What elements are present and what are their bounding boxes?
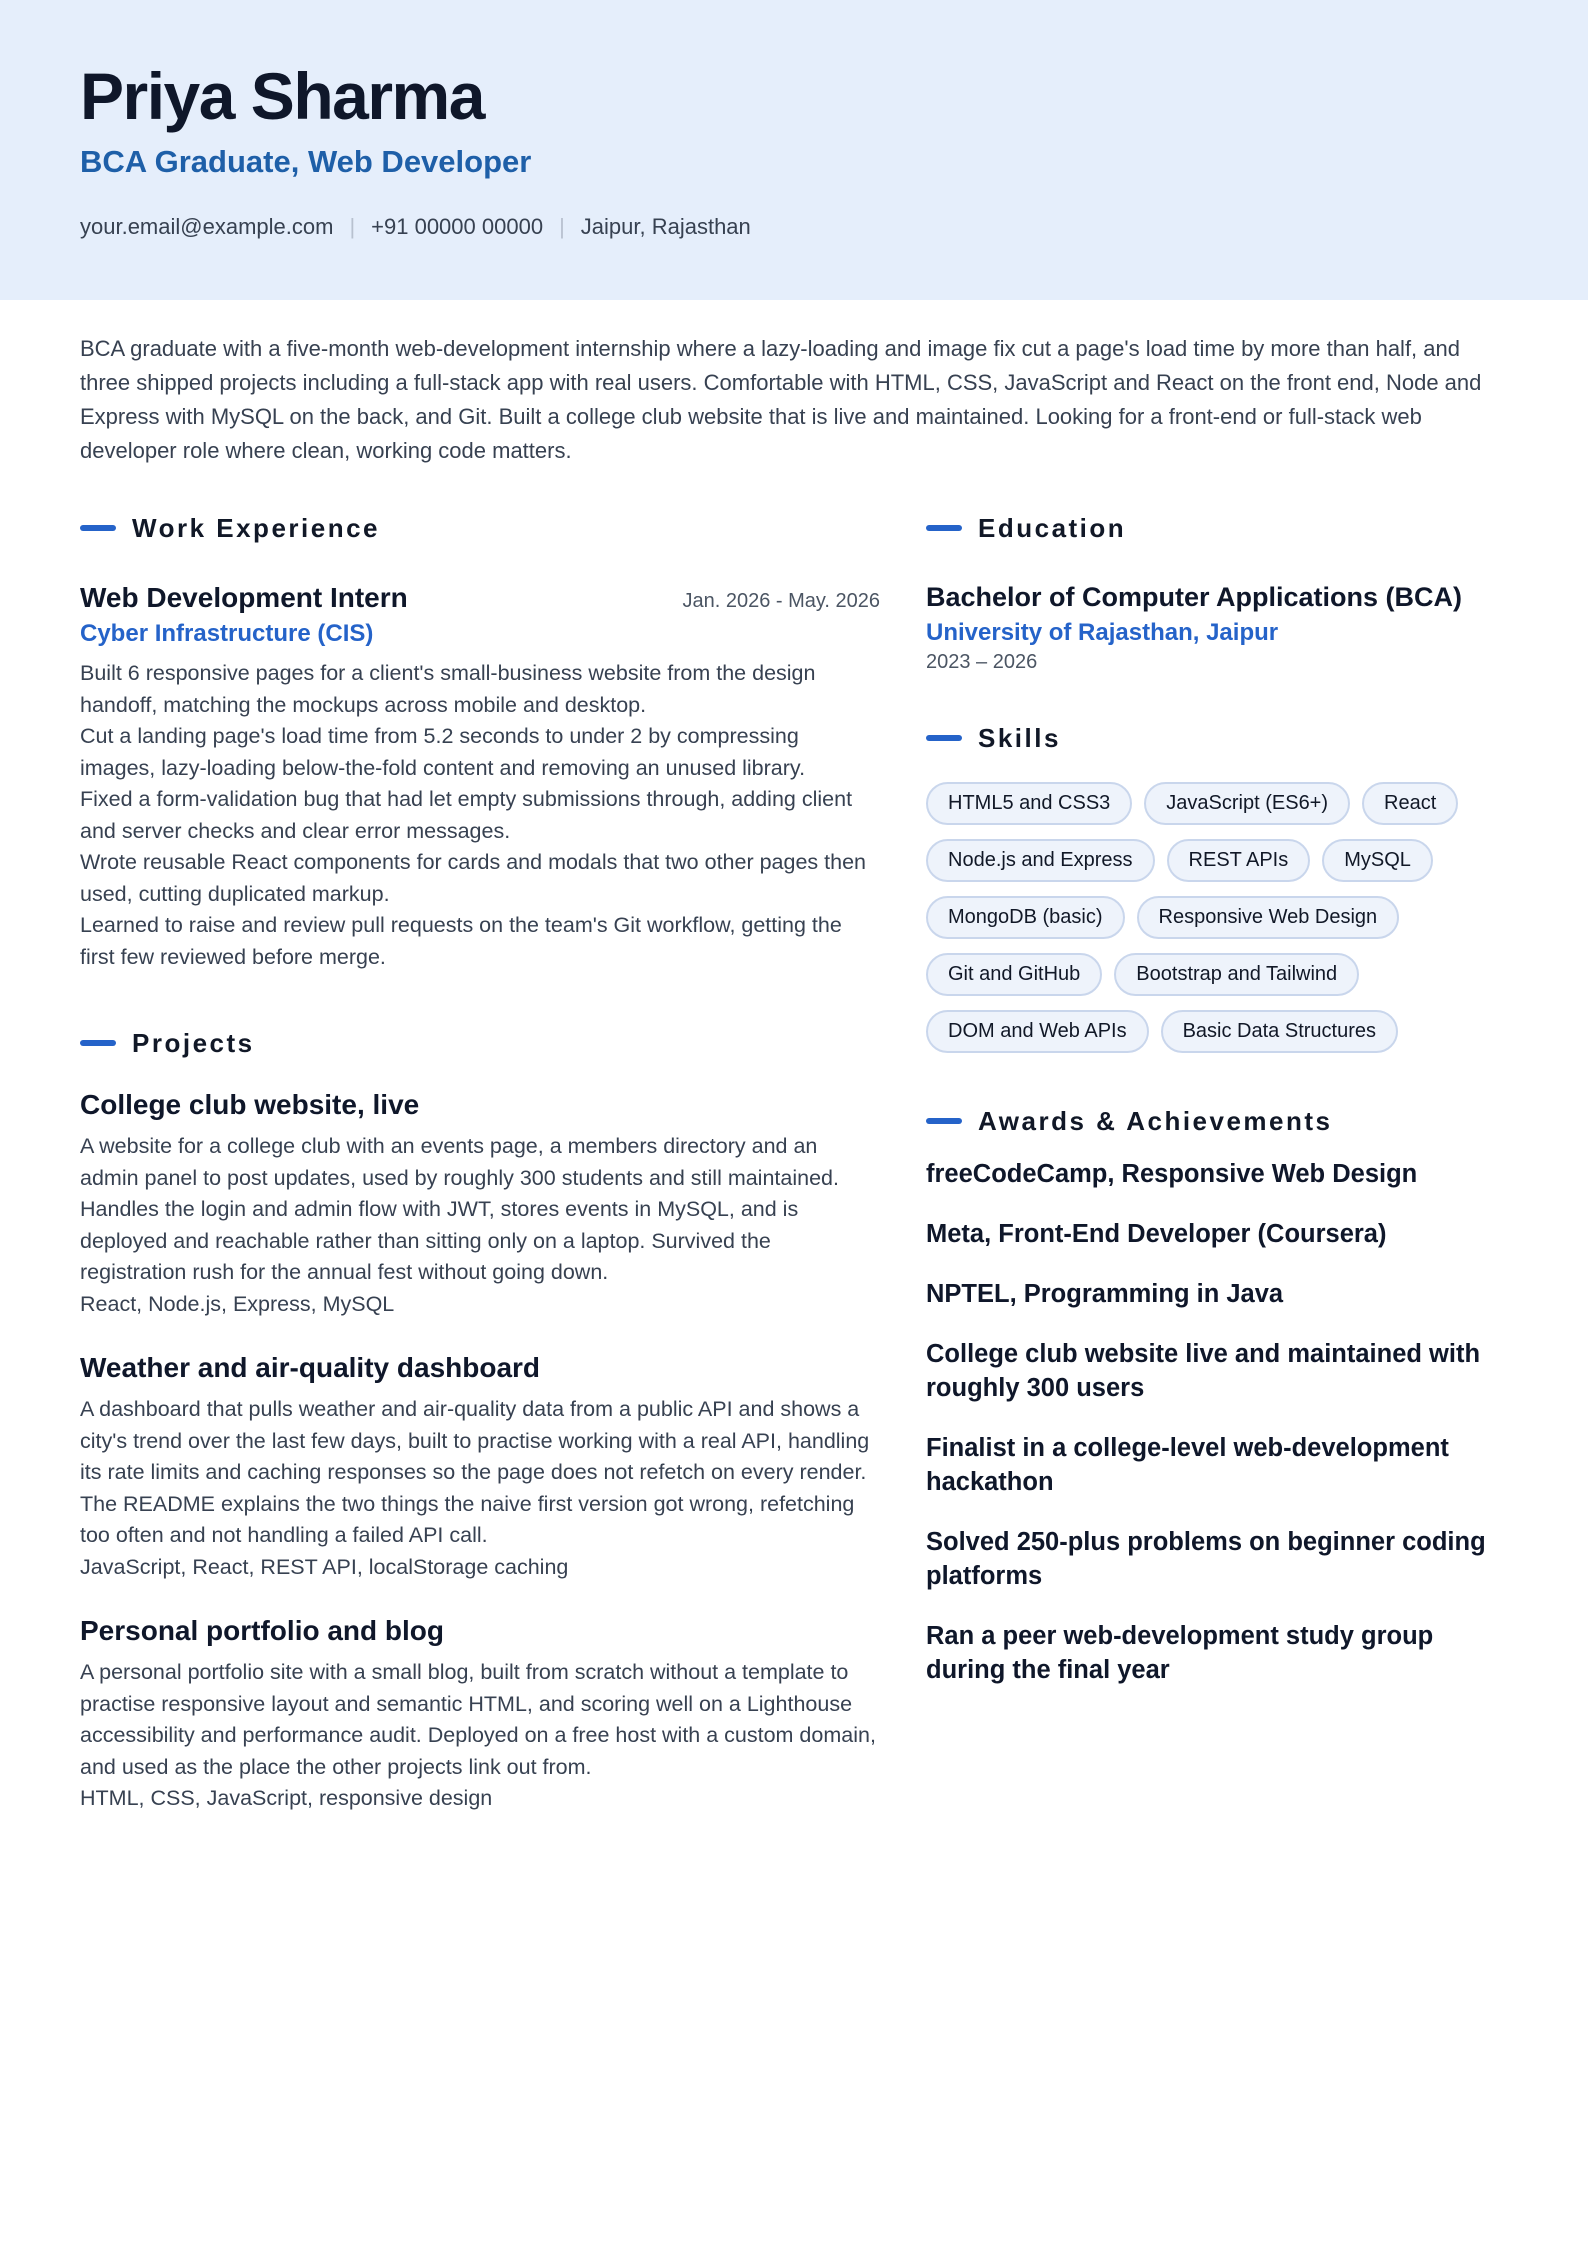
projects-heading bbox=[80, 1025, 880, 1061]
skills-heading bbox=[926, 720, 1516, 756]
skills-section bbox=[926, 720, 1516, 1053]
skill-chip: DOM and Web APIs bbox=[926, 1010, 1149, 1053]
skill-chip: REST APIs bbox=[1167, 839, 1311, 882]
section-accent-bar bbox=[80, 525, 116, 531]
education-years: 2023 – 2026 bbox=[926, 651, 1038, 673]
section-title-label: Projects bbox=[132, 1027, 255, 1058]
contact-email: your.email@example.com bbox=[80, 214, 334, 239]
skill-chip: MySQL bbox=[1322, 839, 1433, 882]
project-tech-stack: HTML, CSS, JavaScript, responsive design bbox=[80, 1786, 493, 1810]
project-entry bbox=[80, 1615, 880, 1815]
project-entry bbox=[80, 1089, 880, 1320]
left-column bbox=[80, 510, 880, 1815]
awards-list bbox=[926, 1157, 1516, 1687]
award-item: freeCodeCamp, Responsive Web Design bbox=[926, 1160, 1418, 1188]
project-description: A dashboard that pulls weather and air-quality data from a public API and shows a city's trend over the last few days, built to practise working with a real API, handling its rate limits and caching responses so the page does not refetch on every render. The README explains the two things the naive first version got wrong, refetching too often and not handling a failed API call. bbox=[80, 1397, 870, 1547]
award-item: NPTEL, Programming in Java bbox=[926, 1280, 1284, 1308]
skill-chip: Bootstrap and Tailwind bbox=[1114, 953, 1359, 996]
project-tech-stack: React, Node.js, Express, MySQL bbox=[80, 1291, 395, 1316]
project-title: Weather and air-quality dashboard bbox=[80, 1352, 541, 1383]
professional-summary: BCA graduate with a five-month web-development internship where a lazy-loading and image fix cut a page's load time by more than half, and three shipped projects including a full-stack app with real users. Comfortable with HTML, CSS, JavaScript and React on the front end, Node and Express with MySQL on the back, and Git. Built a college club website that is live and maintained. Looking for a front-end or full-stack web developer role where clean, working code matters. bbox=[80, 336, 1482, 463]
skill-chip: React bbox=[1362, 782, 1458, 825]
skill-chip: HTML5 and CSS3 bbox=[926, 782, 1132, 825]
job-header bbox=[80, 582, 880, 614]
section-accent-bar bbox=[80, 1040, 116, 1046]
job-company: Cyber Infrastructure (CIS) bbox=[80, 620, 374, 647]
contact-separator: | bbox=[559, 214, 565, 239]
candidate-name: Priya Sharma bbox=[80, 59, 484, 133]
section-title-label: Work Experience bbox=[132, 512, 381, 543]
projects-section bbox=[80, 1025, 880, 1815]
skill-chip: Git and GitHub bbox=[926, 953, 1102, 996]
contact-phone: +91 00000 00000 bbox=[371, 214, 544, 239]
section-title-label: Awards & Achievements bbox=[978, 1105, 1333, 1136]
skill-chip: Node.js and Express bbox=[926, 839, 1155, 882]
section-accent-bar bbox=[926, 1118, 962, 1124]
contact-location: Jaipur, Rajasthan bbox=[580, 214, 751, 239]
project-tech-stack: JavaScript, React, REST API, localStorage caching bbox=[80, 1554, 569, 1579]
job-bullet: Fixed a form-validation bug that had let empty submissions through, adding client and server checks and clear error messages. bbox=[80, 787, 853, 843]
awards-heading bbox=[926, 1103, 1516, 1139]
section-title-label: Skills bbox=[978, 722, 1061, 753]
job-bullet: Wrote reusable React components for cards and modals that two other pages then used, cutting duplicated markup. bbox=[80, 850, 866, 906]
skills-chip-list bbox=[926, 782, 1516, 1053]
job-bullet: Learned to raise and review pull requests on the team's Git workflow, getting the first few reviewed before merge. bbox=[80, 913, 842, 969]
awards-section bbox=[926, 1103, 1516, 1687]
degree-name: Bachelor of Computer Applications (BCA) bbox=[926, 582, 1463, 612]
contact-line bbox=[80, 214, 751, 240]
job-bullet: Built 6 responsive pages for a client's small-business website from the design handoff, matching the mockups across mobile and desktop. bbox=[80, 661, 816, 717]
project-title: Personal portfolio and blog bbox=[80, 1615, 444, 1646]
award-item: Ran a peer web-development study group during the final year bbox=[926, 1622, 1434, 1684]
education-entry bbox=[926, 582, 1516, 674]
candidate-headline: BCA Graduate, Web Developer bbox=[80, 144, 532, 179]
section-title-label: Education bbox=[978, 512, 1127, 543]
award-item: Finalist in a college-level web-development hackathon bbox=[926, 1434, 1449, 1496]
school-name: University of Rajasthan, Jaipur bbox=[926, 619, 1279, 646]
skill-chip: MongoDB (basic) bbox=[926, 896, 1125, 939]
project-description: A website for a college club with an events page, a members directory and an admin panel to post updates, used by roughly 300 students and still maintained. Handles the login and admin flow with JWT, stores events in MySQL, and is deployed and reachable rather than sitting only on a laptop. Survived the registration rush for the annual fest without going down. bbox=[80, 1134, 839, 1284]
job-bullets bbox=[80, 658, 880, 973]
skill-chip: Responsive Web Design bbox=[1137, 896, 1400, 939]
skill-chip: Basic Data Structures bbox=[1161, 1010, 1398, 1053]
award-item: Solved 250-plus problems on beginner coding platforms bbox=[926, 1528, 1486, 1590]
resume-header bbox=[0, 0, 1588, 300]
project-title: College club website, live bbox=[80, 1089, 420, 1120]
award-item: College club website live and maintained with roughly 300 users bbox=[926, 1340, 1481, 1402]
work-experience-section bbox=[80, 510, 880, 973]
work-experience-heading bbox=[80, 510, 880, 546]
section-accent-bar bbox=[926, 735, 962, 741]
job-title: Web Development Intern bbox=[80, 582, 408, 613]
education-heading bbox=[926, 510, 1516, 546]
section-accent-bar bbox=[926, 525, 962, 531]
job-dates: Jan. 2026 - May. 2026 bbox=[682, 590, 880, 612]
right-column bbox=[926, 510, 1516, 1687]
award-item: Meta, Front-End Developer (Coursera) bbox=[926, 1220, 1387, 1248]
job-entry bbox=[80, 582, 880, 973]
skill-chip: JavaScript (ES6+) bbox=[1144, 782, 1350, 825]
project-description: A personal portfolio site with a small blog, built from scratch without a template to practise responsive layout and semantic HTML, and scoring well on a Lighthouse accessibility and performance audit. Deployed on a free host with a custom domain, and used as the place the other projects link out from. bbox=[80, 1660, 876, 1779]
contact-separator: | bbox=[349, 214, 356, 239]
project-entry bbox=[80, 1352, 880, 1583]
job-bullet: Cut a landing page's load time from 5.2 seconds to under 2 by compressing images, lazy-loading below-the-fold content and removing an unused library. bbox=[80, 724, 806, 780]
education-section bbox=[926, 510, 1516, 674]
